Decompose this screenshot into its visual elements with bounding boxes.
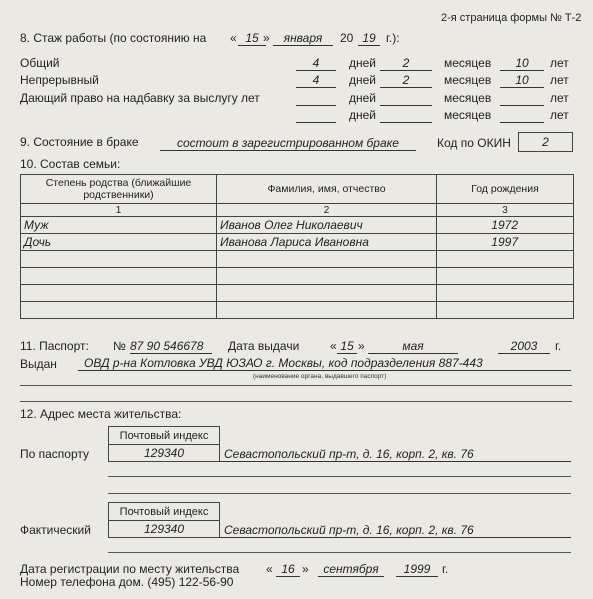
quote-close: » [263,31,270,45]
actual-postal-index: 129340 [143,522,185,536]
issued-label: Выдан [20,357,57,371]
unit-days: дней [349,108,377,122]
relation-cell [21,268,217,285]
unit-months: месяцев [444,108,492,122]
home-phone: Номер телефона дом. (495) 122-56-90 [20,575,234,589]
number-sign: № [113,339,126,353]
relation-cell [21,251,217,268]
postal-index-label: Почтовый индекс [119,430,209,442]
underline [380,105,432,106]
days-value: 4 [312,73,320,87]
issued-by: ОВД р-на Котловка УВД ЮЗАО г. Москвы, код подразделения 887-443 [84,356,483,370]
registration-label: Дата регистрации по месту жительства [20,562,240,576]
underline [380,87,432,88]
passport-title: 11. Паспорт: [20,339,89,353]
registration-month: сентября [323,562,379,576]
year-prefix: 20 [340,31,354,45]
underline [500,87,544,88]
quote-open: « [266,562,273,576]
header-birth-year: Год рождения [437,175,574,204]
table-header-row [21,175,574,204]
seniority-year: 19 [362,31,376,45]
quote-open: « [330,339,337,353]
blank-line [20,401,572,402]
quote-close: » [358,339,365,353]
postal-index-value-box [108,444,220,462]
underline [160,150,416,151]
row-label: Непрерывный [20,73,99,87]
table-row [21,251,574,268]
unit-months: месяцев [444,91,492,105]
years-value: 10 [515,73,529,87]
name-cell: Иванова Лариса Ивановна [217,234,437,251]
underline [337,353,357,354]
postal-index-label-box [108,502,220,521]
months-value: 2 [402,56,410,70]
underline [296,105,336,106]
name-cell [217,268,437,285]
months-value: 2 [402,73,410,87]
seniority-title: 8. Стаж работы (по состоянию на [20,31,207,45]
blank-line [108,493,571,494]
underline [500,122,544,123]
days-value: 4 [312,56,320,70]
name-cell [217,285,437,302]
year-cell [437,285,574,302]
table-row [21,234,574,251]
table-row [21,285,574,302]
row-label: Общий [20,56,60,70]
underline [368,353,458,354]
relation-cell: Дочь [21,234,217,251]
marital-value: состоит в зарегистрированном браке [177,136,399,150]
underline [238,45,266,46]
table-row [21,302,574,319]
header-relation: Степень родства (ближайшие родственники) [21,175,217,204]
year-cell [437,268,574,285]
issue-date-label: Дата выдачи [228,339,300,353]
seniority-month: января [283,31,323,45]
underline [296,122,336,123]
passport-month: мая [402,339,424,353]
col-number: 1 [21,204,217,217]
issued-caption: (наименование органа, выдавшего паспорт) [253,373,387,380]
passport-address: Севастопольский пр-т, д. 16, корп. 2, кв. 76 [224,447,474,461]
relation-cell [21,302,217,319]
name-cell: Иванов Олег Николаевич [217,217,437,234]
blank-line [108,476,571,477]
actual-address: Севастопольский пр-т, д. 16, корп. 2, кв. 76 [224,523,474,537]
okin-value: 2 [542,135,549,149]
underline [396,576,438,577]
postal-index-value-box [108,520,220,538]
quote-close: » [302,562,309,576]
year-end: г. [555,339,562,353]
family-title: 10. Состав семьи: [20,157,121,171]
underline [78,370,571,371]
postal-index-label-box [108,426,220,445]
seniority-day: 15 [245,31,259,45]
underline [273,45,333,46]
underline [296,70,336,71]
passport-number: 87 90 546678 [130,339,204,353]
passport-postal-index: 129340 [143,446,185,460]
unit-days: дней [349,91,377,105]
unit-years: лет [550,108,569,122]
address-title: 12. Адрес места жительства: [20,407,182,421]
col-number: 2 [217,204,437,217]
unit-months: месяцев [444,56,492,70]
underline [296,87,336,88]
passport-day: 15 [340,339,354,353]
year-cell [437,302,574,319]
by-passport-label: По паспорту [20,447,90,461]
header-name: Фамилия, имя, отчество [217,175,437,204]
underline [380,70,432,71]
underline [380,122,432,123]
underline [498,353,550,354]
year-cell: 1972 [437,217,574,234]
family-table [20,174,574,319]
name-cell [217,251,437,268]
unit-days: дней [349,73,377,87]
page-label: 2-я страница формы № Т-2 [441,12,582,24]
underline [219,537,571,538]
unit-days: дней [349,56,377,70]
table-row [21,268,574,285]
underline [318,576,384,577]
registration-day: 16 [281,562,295,576]
row-label: Дающий право на надбавку за выслугу лет [20,91,260,105]
blank-line [20,385,572,386]
blank-line [108,552,571,553]
unit-years: лет [550,91,569,105]
underline [500,105,544,106]
unit-years: лет [550,56,569,70]
year-cell: 1997 [437,234,574,251]
col-number: 3 [437,204,574,217]
table-row [21,217,574,234]
relation-cell [21,285,217,302]
relation-cell: Муж [21,217,217,234]
underline [219,461,571,462]
okin-box [518,132,573,152]
underline [276,576,300,577]
underline [500,70,544,71]
actual-label: Фактический [20,523,91,537]
year-cell [437,251,574,268]
unit-months: месяцев [444,73,492,87]
passport-year: 2003 [510,339,538,353]
table-number-row [21,204,574,217]
underline [358,45,380,46]
registration-year: 1999 [403,562,431,576]
marital-title: 9. Состояние в браке [20,135,139,149]
quote-open: « [230,31,237,45]
years-value: 10 [515,56,529,70]
year-end: г.): [386,31,400,45]
name-cell [217,302,437,319]
okin-label: Код по ОКИН [437,136,511,150]
year-end: г. [442,562,449,576]
underline [130,353,212,354]
postal-index-label: Почтовый индекс [119,506,209,518]
unit-years: лет [550,73,569,87]
